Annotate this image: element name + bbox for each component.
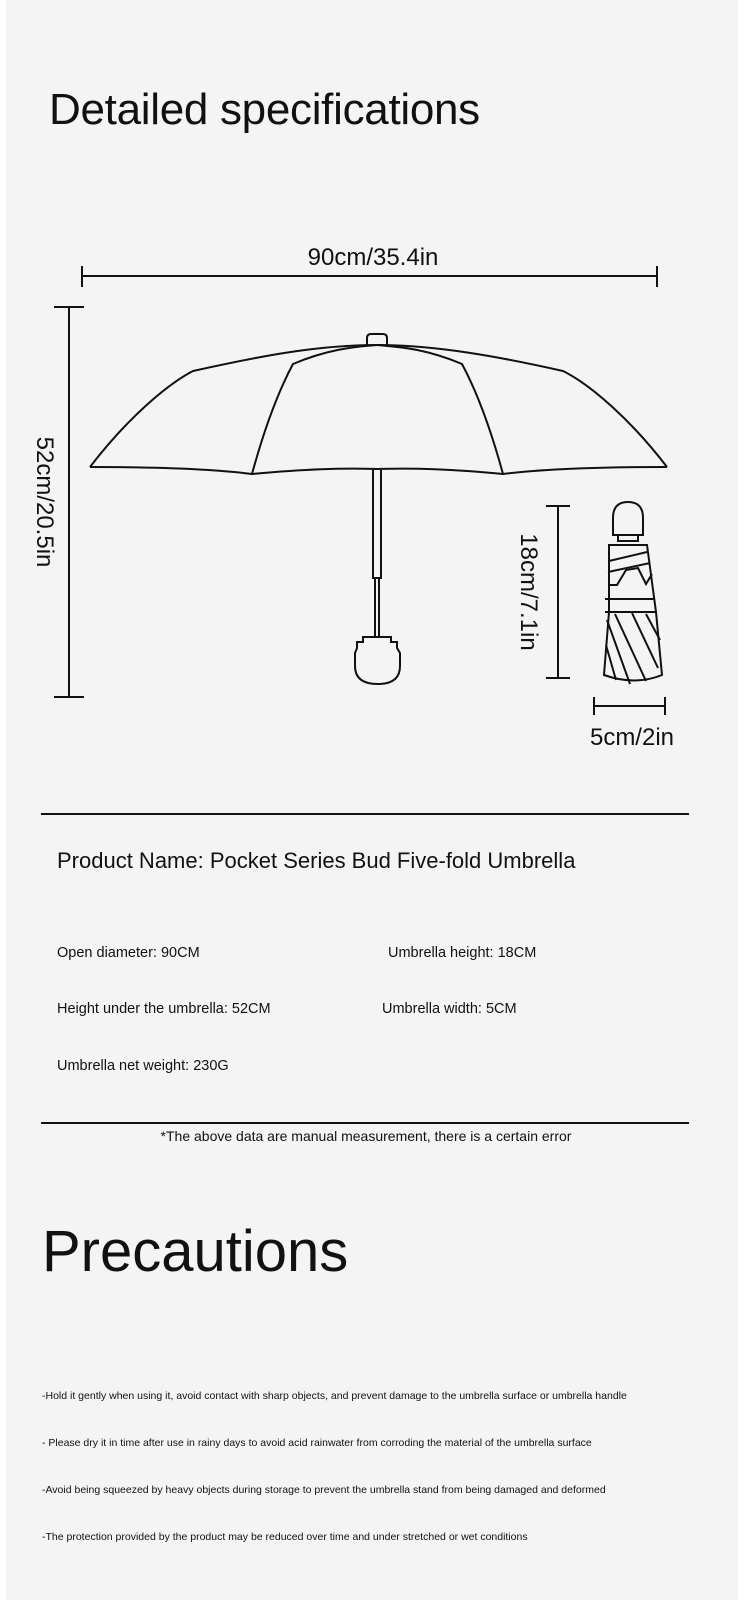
precaution-item: -Avoid being squeezed by heavy objects during storage to prevent the umbrella stand from being damaged and deformed: [42, 1484, 606, 1496]
folded-height-label: 18cm/7.1in: [515, 533, 542, 651]
product-name: Product Name: Pocket Series Bud Five-fold Umbrella: [57, 848, 576, 873]
precaution-item: - Please dry it in time after use in rainy days to avoid acid rainwater from corroding the material of the umbrella surface: [42, 1437, 592, 1449]
precaution-item: -Hold it gently when using it, avoid contact with sharp objects, and prevent damage to the umbrella surface or umbrella handle: [42, 1390, 627, 1402]
specs-title: Detailed specifications: [49, 85, 480, 134]
spec-net-weight: Umbrella net weight: 230G: [57, 1058, 229, 1074]
folded-width-label: 5cm/2in: [589, 724, 675, 751]
spec-open-diameter: Open diameter: 90CM: [57, 945, 200, 961]
spec-umbrella-height: Umbrella height: 18CM: [388, 945, 537, 961]
open-umbrella-drawing: [90, 334, 667, 684]
divider-bottom: [41, 1122, 689, 1124]
product-spec-page: [6, 0, 738, 1600]
folded-height-dimension-line: [546, 506, 570, 678]
precaution-item: -The protection provided by the product may be reduced over time and under stretched or wet conditions: [42, 1531, 528, 1543]
diameter-label: 90cm/35.4in: [307, 244, 439, 271]
umbrella-dimension-diagram: [6, 0, 738, 760]
folded-width-dimension-line: [594, 697, 665, 715]
precautions-title: Precautions: [42, 1219, 349, 1284]
spec-height-under-umbrella: Height under the umbrella: 52CM: [57, 1001, 271, 1017]
folded-umbrella-drawing: [604, 502, 662, 684]
height-label: 52cm/20.5in: [31, 436, 58, 568]
spec-umbrella-width: Umbrella width: 5CM: [382, 1001, 517, 1017]
divider-top: [41, 813, 689, 815]
measurement-note: *The above data are manual measurement, there is a certain error: [160, 1128, 572, 1144]
